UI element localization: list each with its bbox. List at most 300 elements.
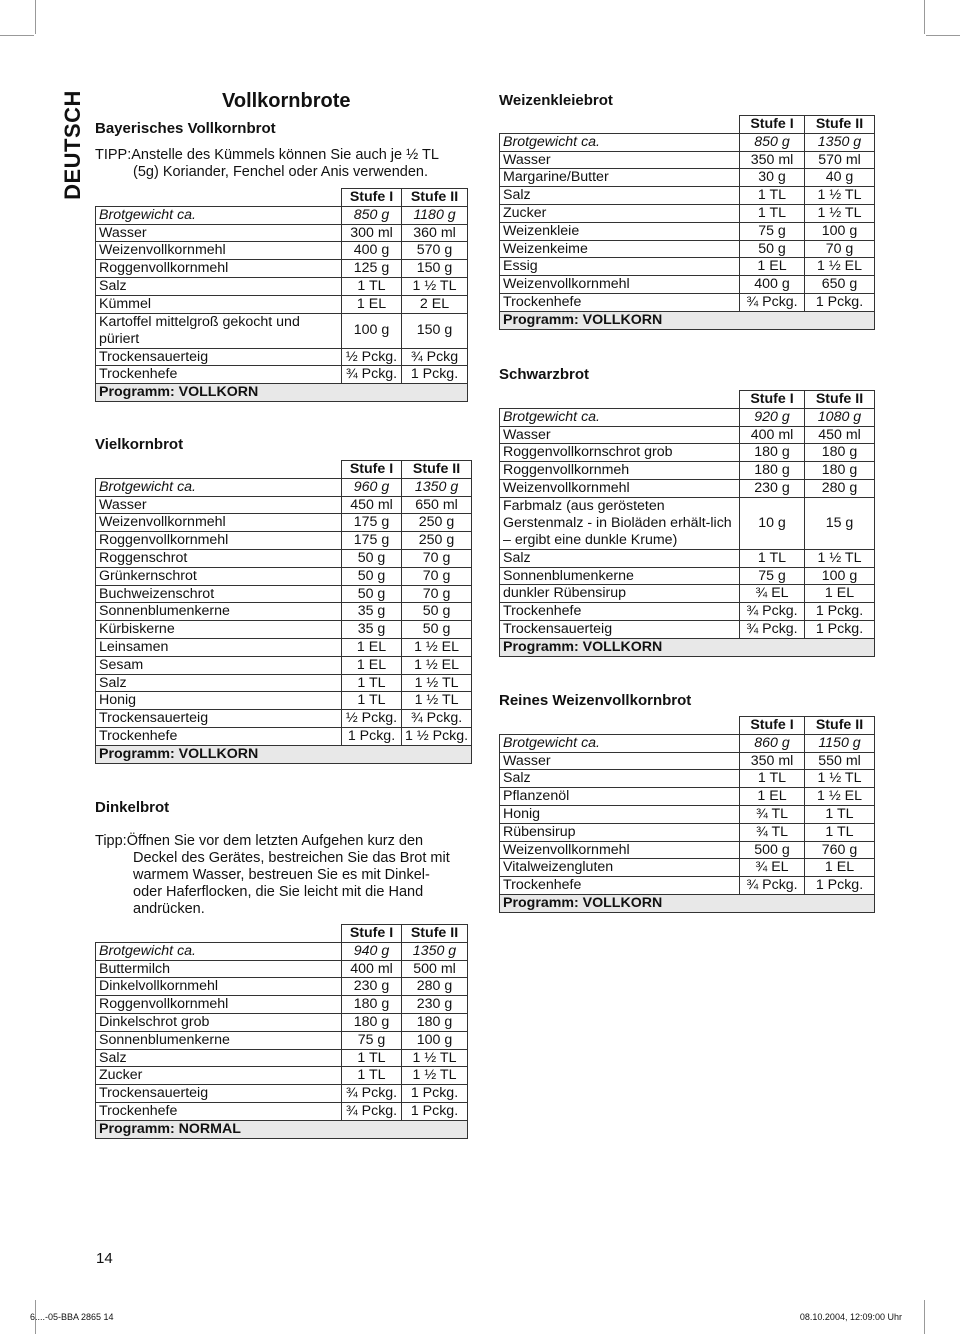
amount-cell: 280 g — [402, 978, 468, 996]
ingredient-cell: Trockenhefe — [500, 877, 740, 895]
footer-left: 6....-05-BBA 2865 14 — [30, 1312, 114, 1322]
ingredient-cell: Wasser — [500, 752, 740, 770]
table-row — [96, 1067, 468, 1085]
amount-cell: ¾ TL — [740, 805, 805, 823]
ingredient-cell: Leinsamen — [96, 638, 342, 656]
recipe-reines — [499, 692, 875, 913]
ingredient-cell: Dinkelvollkornmehl — [96, 978, 342, 996]
amount-cell: 70 g — [402, 549, 472, 567]
amount-cell: ¾ EL — [740, 859, 805, 877]
amount-cell: ½ Pckg. — [342, 710, 402, 728]
table-row — [96, 1031, 468, 1049]
tip-text: (5g) Koriander, Fenchel oder Anis verwenden. — [133, 164, 429, 180]
ingredient-cell: Essig — [500, 258, 740, 276]
amount-cell: 1 Pckg. — [805, 293, 875, 311]
ingredient-cell: Trockenhefe — [96, 366, 342, 384]
table-row — [500, 770, 875, 788]
crop-mark — [35, 0, 36, 34]
program-row — [96, 1120, 468, 1138]
recipe-bayerisch — [95, 120, 468, 402]
ingredient-cell: Brotgewicht ca. — [96, 942, 342, 960]
amount-cell: 570 g — [402, 242, 468, 260]
table-row — [96, 567, 472, 585]
table-row — [96, 224, 468, 242]
amount-cell: 230 g — [342, 978, 402, 996]
ingredient-cell: Brotgewicht ca. — [500, 734, 740, 752]
amount-cell: 1080 g — [805, 408, 875, 426]
amount-cell: 70 g — [805, 240, 875, 258]
header-stufe-1: Stufe I — [342, 461, 402, 479]
amount-cell: ¾ Pckg. — [342, 366, 402, 384]
ingredient-cell: Grünkernschrot — [96, 567, 342, 585]
recipe-table — [95, 924, 468, 1139]
amount-cell: 940 g — [342, 942, 402, 960]
recipe-title: Vielkornbrot — [95, 436, 184, 453]
amount-cell: ¾ Pckg. — [740, 620, 805, 638]
amount-cell: 100 g — [805, 222, 875, 240]
ingredient-cell: Trockenhefe — [500, 293, 740, 311]
recipe-table — [95, 188, 468, 402]
amount-cell: 400 ml — [740, 426, 805, 444]
table-row — [500, 567, 875, 585]
ingredient-cell: Sonnenblumenkerne — [96, 1031, 342, 1049]
header-stufe-2: Stufe II — [402, 925, 468, 943]
amount-cell: 100 g — [805, 567, 875, 585]
amount-cell: 1 TL — [740, 187, 805, 205]
language-label — [58, 90, 88, 200]
amount-cell: 1 ½ TL — [805, 204, 875, 222]
table-row — [500, 444, 875, 462]
table-row — [500, 151, 875, 169]
header-stufe-1: Stufe I — [740, 391, 805, 409]
recipe-weizenkleie — [499, 92, 875, 330]
ingredient-cell: Rübensirup — [500, 823, 740, 841]
table-header-row — [96, 461, 472, 479]
amount-cell: 850 g — [342, 206, 402, 224]
amount-cell: 1 ½ Pckg. — [402, 727, 472, 745]
header-blank — [500, 717, 740, 735]
ingredient-cell: Weizenkeime — [500, 240, 740, 258]
ingredient-cell: Wasser — [500, 426, 740, 444]
amount-cell: 35 g — [342, 603, 402, 621]
table-row — [96, 260, 468, 278]
table-row — [500, 426, 875, 444]
tip-text: oder Haferflocken, die Sie leicht mit die Hand — [133, 884, 424, 900]
header-stufe-1: Stufe I — [342, 189, 402, 207]
table-row — [96, 1013, 468, 1031]
amount-cell: 70 g — [402, 567, 472, 585]
amount-cell: 75 g — [740, 222, 805, 240]
ingredient-cell: Buchweizenschrot — [96, 585, 342, 603]
ingredient-cell: Salz — [96, 1049, 342, 1067]
ingredient-cell: Trockenhefe — [96, 1102, 342, 1120]
table-row — [500, 293, 875, 311]
program-row — [500, 311, 875, 329]
ingredient-cell: Weizenvollkornmehl — [96, 242, 342, 260]
table-row — [96, 692, 472, 710]
amount-cell: 1 Pckg. — [342, 727, 402, 745]
ingredient-cell: Sonnenblumenkerne — [500, 567, 740, 585]
tip-label: Tipp: — [95, 833, 127, 849]
tip-text: Anstelle des Kümmels können Sie auch je ½ TL — [131, 147, 439, 163]
ingredient-cell: Wasser — [500, 151, 740, 169]
amount-cell: ¾ TL — [740, 823, 805, 841]
table-row — [500, 222, 875, 240]
table-row — [500, 240, 875, 258]
table-row — [500, 823, 875, 841]
table-row — [96, 549, 472, 567]
ingredient-cell: Roggenvollkornmehl — [96, 996, 342, 1014]
table-row — [500, 841, 875, 859]
ingredient-cell: Trockenhefe — [500, 603, 740, 621]
table-row — [500, 479, 875, 497]
amount-cell: 550 ml — [805, 752, 875, 770]
ingredient-cell: Wasser — [96, 224, 342, 242]
table-row — [500, 497, 875, 549]
amount-cell: ¾ Pckg. — [740, 603, 805, 621]
table-row — [96, 978, 468, 996]
amount-cell: 350 ml — [740, 752, 805, 770]
recipe-table — [499, 716, 875, 913]
tip-text: Deckel des Gerätes, bestreichen Sie das Brot mit — [133, 850, 450, 866]
recipe-title: Dinkelbrot — [95, 799, 170, 816]
amount-cell: 1 ½ EL — [402, 656, 472, 674]
header-stufe-1: Stufe I — [740, 116, 805, 134]
ingredient-cell: Trockensauerteig — [500, 620, 740, 638]
ingredient-cell: Weizenvollkornmehl — [96, 514, 342, 532]
header-stufe-2: Stufe II — [805, 717, 875, 735]
table-row — [96, 313, 468, 348]
recipe-dinkel — [95, 799, 468, 1139]
amount-cell: 1 TL — [342, 692, 402, 710]
amount-cell: 1 Pckg. — [402, 366, 468, 384]
ingredient-cell: Brotgewicht ca. — [500, 408, 740, 426]
header-stufe-2: Stufe II — [805, 116, 875, 134]
amount-cell: 1350 g — [805, 133, 875, 151]
amount-cell: 75 g — [740, 567, 805, 585]
recipe-table — [499, 115, 875, 330]
table-row — [96, 638, 472, 656]
ingredient-cell: Weizenkleie — [500, 222, 740, 240]
amount-cell: 1 TL — [805, 823, 875, 841]
recipe-vielkorn — [95, 436, 472, 764]
table-row — [96, 674, 472, 692]
amount-cell: 1 TL — [342, 1049, 402, 1067]
ingredient-cell: Salz — [500, 549, 740, 567]
amount-cell: 500 ml — [402, 960, 468, 978]
table-row — [96, 496, 472, 514]
amount-cell: 450 ml — [805, 426, 875, 444]
amount-cell: 100 g — [402, 1031, 468, 1049]
page-title: Vollkornbrote — [222, 90, 351, 112]
amount-cell: 350 ml — [740, 151, 805, 169]
ingredient-cell: Salz — [96, 674, 342, 692]
table-row — [500, 169, 875, 187]
language-label-text: DEUTSCH — [60, 90, 85, 200]
amount-cell: 1 EL — [342, 638, 402, 656]
program-label: Programm: NORMAL — [96, 1120, 468, 1138]
table-row — [96, 514, 472, 532]
ingredient-cell: Roggenschrot — [96, 549, 342, 567]
amount-cell: 15 g — [805, 497, 875, 549]
page-number: 14 — [96, 1250, 113, 1267]
amount-cell: ½ Pckg. — [342, 348, 402, 366]
amount-cell: 250 g — [402, 514, 472, 532]
table-row — [500, 408, 875, 426]
recipe-title: Reines Weizenvollkornbrot — [499, 692, 692, 709]
amount-cell: 1350 g — [402, 942, 468, 960]
program-row — [500, 638, 875, 656]
amount-cell: 1150 g — [805, 734, 875, 752]
program-label: Programm: VOLLKORN — [500, 894, 875, 912]
table-row — [96, 1085, 468, 1103]
ingredient-cell: Weizenvollkornmehl — [500, 479, 740, 497]
amount-cell: 450 ml — [342, 496, 402, 514]
amount-cell: 1 ½ TL — [402, 277, 468, 295]
amount-cell: 860 g — [740, 734, 805, 752]
ingredient-cell: Zucker — [96, 1067, 342, 1085]
amount-cell: 175 g — [342, 514, 402, 532]
table-row — [500, 877, 875, 895]
ingredient-cell: Brotgewicht ca. — [96, 478, 342, 496]
table-row — [500, 462, 875, 480]
table-row — [500, 549, 875, 567]
table-row — [500, 204, 875, 222]
amount-cell: 960 g — [342, 478, 402, 496]
amount-cell: 400 g — [740, 276, 805, 294]
table-row — [96, 942, 468, 960]
amount-cell: 50 g — [342, 549, 402, 567]
table-row — [96, 585, 472, 603]
amount-cell: ¾ Pckg. — [342, 1102, 402, 1120]
amount-cell: 1 TL — [740, 549, 805, 567]
ingredient-cell: Honig — [500, 805, 740, 823]
program-label: Programm: VOLLKORN — [500, 311, 875, 329]
table-row — [96, 478, 472, 496]
table-row — [96, 996, 468, 1014]
table-row — [96, 1102, 468, 1120]
table-row — [500, 258, 875, 276]
table-row — [96, 242, 468, 260]
header-stufe-2: Stufe II — [402, 189, 468, 207]
header-blank — [96, 189, 342, 207]
table-row — [96, 348, 468, 366]
crop-mark — [924, 0, 925, 34]
ingredient-cell: Trockensauerteig — [96, 1085, 342, 1103]
amount-cell: 100 g — [342, 313, 402, 348]
recipe-title: Bayerisches Vollkornbrot — [95, 120, 276, 137]
amount-cell: 1 EL — [805, 859, 875, 877]
ingredient-cell: Weizenvollkornmehl — [500, 841, 740, 859]
amount-cell: ¾ Pckg — [402, 348, 468, 366]
header-blank — [500, 391, 740, 409]
amount-cell: 50 g — [342, 567, 402, 585]
amount-cell: 360 ml — [402, 224, 468, 242]
amount-cell: 1 ½ TL — [402, 1067, 468, 1085]
amount-cell: 1 Pckg. — [805, 877, 875, 895]
crop-mark — [0, 35, 34, 36]
program-row — [96, 384, 468, 402]
amount-cell: 1 EL — [805, 585, 875, 603]
header-stufe-2: Stufe II — [805, 391, 875, 409]
table-row — [96, 621, 472, 639]
ingredient-cell: Trockensauerteig — [96, 710, 342, 728]
recipe-table — [95, 460, 472, 764]
amount-cell: 1 EL — [740, 258, 805, 276]
table-header-row — [96, 925, 468, 943]
ingredient-cell: Farbmalz (aus gerösteten Gerstenmalz - in Bioläden erhält-lich – ergibt eine dunkle Krume) — [500, 497, 740, 549]
table-row — [96, 1049, 468, 1067]
table-row — [500, 734, 875, 752]
amount-cell: 75 g — [342, 1031, 402, 1049]
amount-cell: 280 g — [805, 479, 875, 497]
amount-cell: 1 ½ EL — [805, 788, 875, 806]
header-stufe-1: Stufe I — [740, 717, 805, 735]
table-row — [500, 276, 875, 294]
amount-cell: 1 ½ TL — [805, 549, 875, 567]
program-label: Programm: VOLLKORN — [96, 745, 472, 763]
footer-right: 08.10.2004, 12:09:00 Uhr — [799, 1312, 902, 1322]
ingredient-cell: Sesam — [96, 656, 342, 674]
amount-cell: 180 g — [740, 444, 805, 462]
table-row — [96, 710, 472, 728]
amount-cell: 300 ml — [342, 224, 402, 242]
program-row — [96, 745, 472, 763]
amount-cell: 650 ml — [402, 496, 472, 514]
amount-cell: 10 g — [740, 497, 805, 549]
amount-cell: 1350 g — [402, 478, 472, 496]
amount-cell: ¾ Pckg. — [402, 710, 472, 728]
amount-cell: 50 g — [342, 585, 402, 603]
amount-cell: 1 TL — [342, 1067, 402, 1085]
table-row — [96, 277, 468, 295]
tip-text: Öffnen Sie vor dem letzten Aufgehen kurz den — [126, 833, 424, 849]
amount-cell: 1 TL — [740, 204, 805, 222]
amount-cell: 1 EL — [342, 656, 402, 674]
table-header-row — [500, 391, 875, 409]
table-row — [96, 295, 468, 313]
amount-cell: 70 g — [402, 585, 472, 603]
amount-cell: 1 EL — [342, 295, 402, 313]
table-row — [96, 206, 468, 224]
ingredient-cell: Kümmel — [96, 295, 342, 313]
amount-cell: 180 g — [402, 1013, 468, 1031]
table-row — [96, 366, 468, 384]
amount-cell: 400 ml — [342, 960, 402, 978]
ingredient-cell: Roggenvollkornmeh — [500, 462, 740, 480]
table-row — [96, 603, 472, 621]
table-row — [96, 727, 472, 745]
amount-cell: 1 ½ TL — [805, 187, 875, 205]
table-row — [500, 788, 875, 806]
amount-cell: 650 g — [805, 276, 875, 294]
amount-cell: 175 g — [342, 532, 402, 550]
amount-cell: 180 g — [805, 444, 875, 462]
amount-cell: 920 g — [740, 408, 805, 426]
crop-mark — [924, 1300, 925, 1334]
amount-cell: 180 g — [342, 996, 402, 1014]
amount-cell: ¾ EL — [740, 585, 805, 603]
amount-cell: 760 g — [805, 841, 875, 859]
amount-cell: 1 Pckg. — [402, 1102, 468, 1120]
amount-cell: 50 g — [402, 603, 472, 621]
amount-cell: 850 g — [740, 133, 805, 151]
recipe-title: Schwarzbrot — [499, 366, 590, 383]
amount-cell: 1 ½ EL — [805, 258, 875, 276]
amount-cell: 180 g — [342, 1013, 402, 1031]
table-row — [500, 752, 875, 770]
table-row — [500, 187, 875, 205]
amount-cell: 125 g — [342, 260, 402, 278]
amount-cell: ¾ Pckg. — [740, 877, 805, 895]
amount-cell: 1 Pckg. — [805, 603, 875, 621]
ingredient-cell: Margarine/Butter — [500, 169, 740, 187]
ingredient-cell: Brotgewicht ca. — [96, 206, 342, 224]
amount-cell: 250 g — [402, 532, 472, 550]
table-header-row — [96, 189, 468, 207]
ingredient-cell: Wasser — [96, 496, 342, 514]
ingredient-cell: Vitalweizengluten — [500, 859, 740, 877]
amount-cell: 500 g — [740, 841, 805, 859]
ingredient-cell: Kürbiskerne — [96, 621, 342, 639]
tip-text: andrücken. — [133, 901, 205, 917]
recipe-tip — [95, 147, 468, 181]
table-header-row — [500, 116, 875, 134]
ingredient-cell: Roggenvollkornschrot grob — [500, 444, 740, 462]
header-stufe-1: Stufe I — [342, 925, 402, 943]
amount-cell: 1 EL — [740, 788, 805, 806]
recipe-tip — [95, 833, 468, 918]
amount-cell: 180 g — [740, 462, 805, 480]
amount-cell: 1 TL — [342, 277, 402, 295]
header-blank — [500, 116, 740, 134]
ingredient-cell: Trockenhefe — [96, 727, 342, 745]
table-row — [96, 656, 472, 674]
amount-cell: ¾ Pckg. — [740, 293, 805, 311]
amount-cell: 150 g — [402, 313, 468, 348]
amount-cell: 50 g — [740, 240, 805, 258]
recipe-table — [499, 390, 875, 657]
ingredient-cell: Sonnenblumenkerne — [96, 603, 342, 621]
ingredient-cell: Dinkelschrot grob — [96, 1013, 342, 1031]
amount-cell: 30 g — [740, 169, 805, 187]
ingredient-cell: Kartoffel mittelgroß gekocht und püriert — [96, 313, 342, 348]
ingredient-cell: Trockensauerteig — [96, 348, 342, 366]
ingredient-cell: dunkler Rübensirup — [500, 585, 740, 603]
amount-cell: 50 g — [402, 621, 472, 639]
ingredient-cell: Zucker — [500, 204, 740, 222]
recipe-schwarz — [499, 366, 875, 657]
ingredient-cell: Roggenvollkornmehl — [96, 532, 342, 550]
tip-label: TIPP: — [95, 147, 132, 163]
ingredient-cell: Pflanzenöl — [500, 788, 740, 806]
table-row — [500, 620, 875, 638]
amount-cell: 40 g — [805, 169, 875, 187]
amount-cell: 1 ½ TL — [402, 674, 472, 692]
amount-cell: 400 g — [342, 242, 402, 260]
amount-cell: 1 ½ TL — [402, 1049, 468, 1067]
table-row — [500, 805, 875, 823]
amount-cell: 180 g — [805, 462, 875, 480]
table-row — [96, 532, 472, 550]
table-row — [500, 133, 875, 151]
amount-cell: 1 TL — [805, 805, 875, 823]
ingredient-cell: Brotgewicht ca. — [500, 133, 740, 151]
ingredient-cell: Buttermilch — [96, 960, 342, 978]
amount-cell: 1 TL — [740, 770, 805, 788]
ingredient-cell: Salz — [96, 277, 342, 295]
table-row — [500, 585, 875, 603]
